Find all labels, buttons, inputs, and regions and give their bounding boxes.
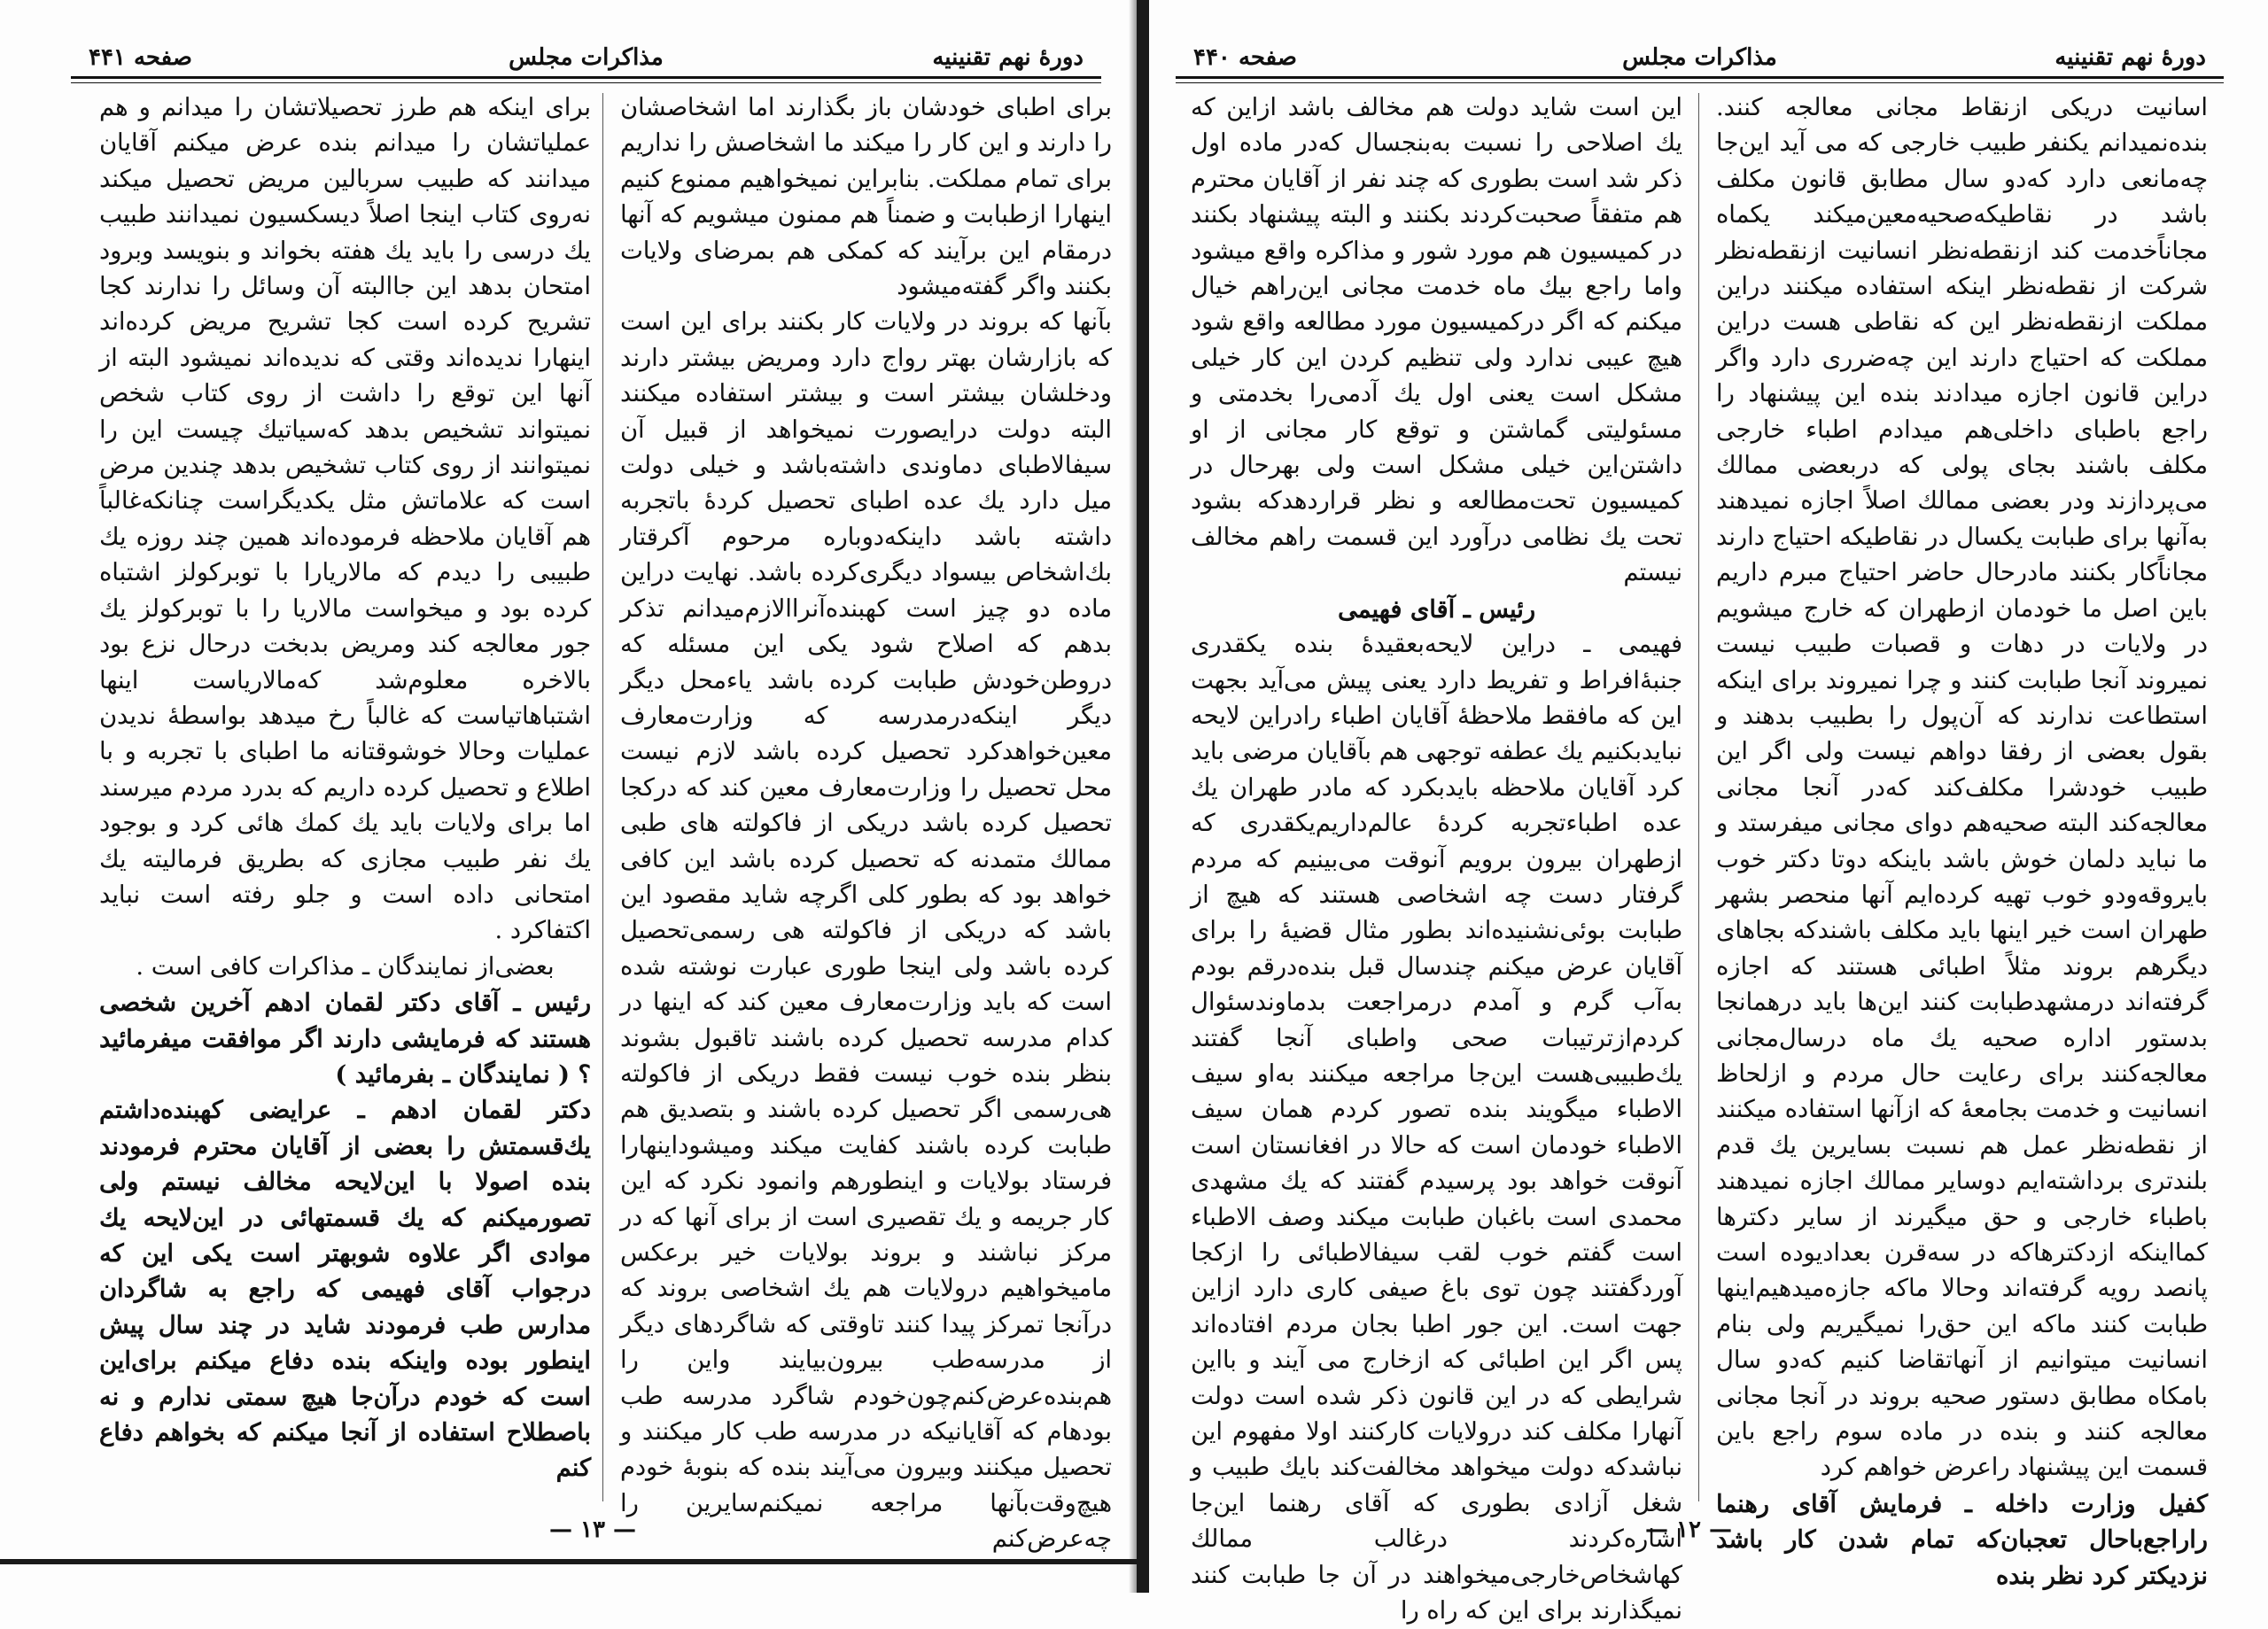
paragraph: فهیمی ـ دراین لایحه‌بعقیدهٔ بنده یکقدری جنبهٔ‌افراط و تفریط دارد یعنی پیش می‌آید بجهت این که مافقط ملاحظهٔ آقایان اطباء رادراین لایحه نبایدبکنیم یك عطفه توجهی هم بآقایان مرضی باید کرد آقایان ملاحظه بایدبکرد که مادر طهران یك عده اطباء‌تجربه کردهٔ عالم‌داریم‌یکقدری که ازطهران بیرون برویم آنوقت می‌بینیم که مردم گرفتار دست چه اشخاصی هستند که هیچ از طبابت بوئی‌نشنیده‌اند بطور مثال قضیهٔ را برای آقایان عرض میکنم چندسال قبل بنده‌درقم بودم به‌آب گرم و آمدم درمراجعت بدماوندسئوال کردم‌ازترتیبات صحی واطبای آنجا گفتند یك‌طبیبی‌هست این‌جا مراجعه میکنند به‌او سیف الاطباء میگویند بنده تصور کردم همان سیف الاطباء خودمان است که حالا در افغانستان است آنوقت خواهد بود پرسیدم گفتند که یك مشهدی محمدی است باغبان طبابت میکند وصف الاطباء است گفتم خوب لقب سیفالاطبائی را ازکجا آوردگفتند چون توی باغ صیفی کاری دارد ازاین جهت است. این جور اطبا بجان مردم افتاده‌اند پس اگر این اطبائی که ازخارج می آیند و بااین شرایطی که در این قانون ذکر شده است دولت آنهارا مکلف کند درولایات کارکنند اولا مفهوم این نباشدکه دولت میخواهد مخالفت‌کند بایك طبیب و شغل آزادی بطوری که آقای رهنما این‌جا اشاره‌کردند درغالب ممالك کهاشخاص‌خارجی‌میخواهند در آن جا طبابت کنند نمیگذارند برای این که راه را [1190, 631, 1682, 1625]
page-folio: — ۱۳ — [549, 1517, 637, 1543]
column-left [99, 90, 591, 1499]
paragraph: برای اطبای خودشان باز بگذارند اما اشخاصشان را دارند و این کار را میکند ما اشخاصش را نداریم برای تمام مملکت. بنابراین نمیخواهیم ممنوع کنیم اینهارا ازطبابت و ضمناً هم ممنون میشویم که آنها درمقام این برآیند که کمکی هم بمرضای ولایات بکنند واگر گفته‌میشود [620, 94, 1112, 301]
paragraph: این است شاید دولت هم مخالف باشد ازاین که یك اصلاحی را نسبت به‌بنجسال که‌در ماده اول ذکر شد است بطوری که چند نفر از آقایان محترم هم متفقاً صحبت‌کردند بکنند و البته پیشنهاد بکنند در کمیسیون هم مورد شور و مذاکره واقع میشود واما راجع بیك ماه خدمت مجانی این‌راهم خیال میکنم که اگر درکمیسیون مورد مطالعه واقع شود هیچ عیبی ندارد ولی تنظیم کردن این کار خیلی مشکل است یعنی اول یك آدمی‌را بخدمتی و مسئولیتی گماشتن و توقع کار مجانی از او داشتن‌این خیلی مشکل است ولی بهرحال در کمیسیون تحت‌مطالعه و نظر قراردهدکه بشود تحت یك نظامی درآورد این قسمت راهم مخالف نیستم [1191, 94, 1682, 587]
header-page-number: صفحه ۴۴۰ [1193, 44, 1297, 71]
page-folio: — ۱۲ — [1645, 1517, 1733, 1543]
paragraph: برای اینکه هم طرز تحصیلاتشان را میدانم و هم عملیاتشان را میدانم بنده عرض میکنم آقایان میدانند که طبیب سربالین مریض تحصیل میکند نه‌روی کتاب اینجا اصلاً دیسکسیون نمیدانند طبیب یك درسی را باید یك هفته بخواند و بنویسد وبرود امتحان بدهد این جاالبته آن وسائل را ندارند کجا تشریح کرده است کجا تشریح مریض کرده‌اند اینهارا ندیده‌اند وقتی که ندیده‌اند نمیشود البته از آنها این توقع را داشت از روی کتاب شخص نمیتواند تشخیص بدهد که‌سیاتیك چیست این را نمیتوانند از روی کتاب تشخیص بدهد چندین مرض است که علاماتش مثل یکدیگراست چنانکه‌غالباً هم آقایان ملاحظه فرموده‌اند همین چند روزه یك طبیبی را دیدم که مالاریارا با توبرکولز اشتباه کرده بود و میخواست مالاریا را با توبرکولز یك جور معالجه کند ومریض بدبخت درحال نزع بود بالاخره معلوم‌شد که‌مالاریاست اینها اشتباهاتیاست که غالباً رخ میدهد بواسطهٔ ندیدن عملیات وحالا خوشوقتانه ما اطبای با تجربه و با اطلاع و تحصیل کرده داریم که بدرد مردم میرسند اما برای ولایات باید یك کمك هائی کرد و بوجود یك نفر طبیب مجازی که بطریق فرمالیته یك امتحانی داده است و جلو رفته است نباید اکتفاکرد . [99, 94, 591, 945]
paragraph: کفیل وزارت داخله ـ فرمایش آقای رهنما راراجع‌باحال تعجبان‌که تمام شدن کار باشد نزدیکتر کرد نظر بنده [1716, 1489, 2208, 1590]
header-page-number: صفحه ۴۴۱ [89, 44, 192, 71]
column-divider [1698, 93, 1699, 1501]
paragraph: دکتر لقمان ادهم ـ عرایضی کهبنده‌داشتم یك‌قسمتش را بعضی از آقایان محترم فرمودند بنده اصولا با این‌لایحه مخالف نیستم ولی تصورمیکنم که یك قسمتهائی در این‌لایحه یك موادی اگر علاوه شوبهتر است یکی این که درجواب آقای فهیمی که راجع به شاگردان مدارس طب فرمودند شاید در چند سال پیش اینطور بوده واینکه بنده دفاع میکنم برای‌این است که خودم درآن‌جا هیچ سمتی ندارم و نه باصطلاح استفاده از آنجا میکنم که بخواهم دفاع کنم [99, 1096, 591, 1483]
column-divider [602, 93, 603, 1501]
header-rule [71, 76, 1101, 83]
running-header [1176, 35, 2224, 80]
paragraph: بآنها که بروند در ولایات کار بکنند برای این است که بازارشان بهتر رواج دارد ومریض بیشتر دارند ودخلشان بیشتر است و بیشتر استفاده میکنند البته دولت درایصورت نمیخواهد از قبیل آن سیفالاطبای دماوندی داشته‌باشد و خیلی دولت میل دارد یك عده اطبای تحصیل کردهٔ باتجربه داشته باشد داینکه‌دوباره مرحوم آکرقتار بك‌اشخاص بیسواد دیگری‌کرده باشد. نهایت دراین ماده دو چیز است کهبنده‌آنراالازم‌میدانم تذکر بدهم که اصلاح شود یکی این مسئله که دروطن‌خودش طبابت کرده باشد یاءمحل دیگر دیگر اینکه‌درمدرسه که وزارت‌معارف معین‌خواهدکرد تحصیل کرده باشد لازم نیست محل تحصیل را وزارت‌معارف معین کند که درکجا تحصیل کرده باشد دریکی از فاکولته های طبی ممالك متمدنه که تحصیل کرده باشد این کافی خواهد بود که بطور کلی اگرچه شاید مقصود این باشد که دریکی از فاکولته هی رسمی‌تحصیل کرده باشد ولی اینجا طوری عبارت نوشته شده است که باید وزارت‌معارف معین کند که اینها در کدام مدرسه تحصیل کرده باشند تاقبول بشوند بنظر بنده خوب نیست فقط دریکی از فاکولته هی‌رسمی اگر تحصیل کرده باشند و بتصدیق هم طبابت کرده باشند کفایت میکند ومیشوداینهارا فرستاد بولایات و اینطورهم وانمود نکرد که این کار جریمه و یك تقصیری است از برای آنها که در مرکز نباشند و بروند بولایات خیر برعکس مامیخواهیم درولایات هم یك اشخاصی بروند که درآنجا تمرکز پیدا کنند تاوقتی که شاگردهای دیگر از مدرسه‌طب بیرون‌بیایند واین را هم‌بنده‌عرض‌کنم‌چون‌خودم شاگرد مدرسه طب بودهام که آقایانیکه در مدرسه طب کار میکنند و تحصیل میکنند وبیرون می‌آیند بنده که بنوبهٔ خودم هیچ‌وقت‌بآنها مراجعه نمیکنم‌سایرین را چه‌عرض‌کنم [620, 308, 1112, 1554]
header-session: دورهٔ نهم تقنینیه [932, 44, 1084, 71]
column-right [1716, 90, 2208, 1590]
paragraph: رئیس ـ آقای دکتر لقمان ادهم آخرین شخصی هستند که فرمایشی دارند اگر موافقت میفرمائید ؟ ( نمایندگان ـ بفرمائید ) [99, 989, 591, 1089]
paragraph: بعضی‌از نمایندگان ـ مذاکرات کافی است . [136, 952, 555, 981]
page-441 [0, 0, 1137, 1593]
binding-gutter [1137, 0, 1149, 1593]
column-left [1190, 90, 1682, 1625]
header-title: مذاکرات مجلس [509, 44, 664, 71]
page-440 [1149, 0, 2268, 1625]
paragraph: اسانیت دریکی ازنقاط مجانی معالجه کنند. بنده‌نمیدانم یکنفر طبیب خارجی که می آید این‌جا چه‌مانعی دارد که‌دو سال مطابق قانون مکلف باشد در نقاطیکه‌صحیه‌معین‌میکند یکماه مجاناًخدمت کند ازنقطه‌نظر انسانیت ازنقطه‌نظر شرکت از نقطه‌نظر اینکه استفاده میکنند دراین مملکت ازنقطه‌نظر این که نقاطی هست دراین مملکت که احتیاج دارند این چه‌ضرری دارد واگر دراین قانون اجازه میدادند بنده این پیشنهاد را راجع باطبای داخلی‌هم میدادم اطباء خارجی مکلف باشند بجای پولی که دربعضی ممالك می‌پردازند ودر بعضی ممالك اصلاً اجازه نمیدهند به‌آنها برای طبابت یکسال در نقاطیکه احتیاج دارند مجاناًکار بکنند مادرحال حاضر احتیاج مبرم داریم باین اصل ما خودمان ازطهران که خارج میشویم در ولایات در دهات و قصبات طبیب نیست نمیروند آنجا طبابت کنند و چرا نمیروند برای اینکه استطاعت ندارند که آن‌پول را بطبیب بدهند و بقول بعضی از رفقا دواهم نیست ولی اگر این طبیب خودشرا مکلف‌کند که‌در آنجا مجانی معالجه‌کند البته صحیه‌هم دوای مجانی میفرستد و ما نباید دلمان خوش باشد باینکه دوتا دکتر خوب بایروقه‌ودو خوب تهیه کرده‌ایم آنها منحصر بشهر طهران است خیر اینها باید مکلف باشندکه بجاهای دیگرهم بروند مثلاً اطبائی هستند که اجازه گرفته‌اند درمشهدطبابت کنند این‌ها باید درهمانجا بدستور اداره صحیه یك ماه درسال‌مجانی معالجه‌کنند برای رعایت حال مردم و ازلحاظ انسانیت و خدمت بجامعهٔ که ازآنها استفاده میکنند از نقطه‌نظر عمل هم نسبت بسایرین یك قدم بلندتری برداشته‌ایم دوسایر ممالك اجازه نمیدهند باطباء خارجی و حق میگیرند از سایر دکترها کمااینکه ازدکترهاکه در سه‌قرن بعد‌ادیوده است پانصد رویه گرفته‌اند وحالا ماکه جازه‌میدهیم‌اینها طبابت کنند ماکه این حق‌را نمیگیریم ولی بنام انسانیت میتوانیم از آنهاتقاضا کنیم که‌دو سال بامکاه مطابق دستور صحیه بروند در آنجا مجانی معالجه کنند و بنده در ماده سوم راجع باین قسمت این پیشنهاد راعرض خواهم کرد [1716, 94, 2208, 1482]
paragraph: رئیس ـ آقای فهیمی [1337, 594, 1536, 624]
running-header [71, 35, 1101, 80]
header-title: مذاکرات مجلس [1622, 44, 1777, 71]
column-right [620, 90, 1112, 1554]
header-session: دورهٔ نهم تقنینیه [2054, 44, 2206, 71]
header-rule [1176, 76, 2224, 83]
